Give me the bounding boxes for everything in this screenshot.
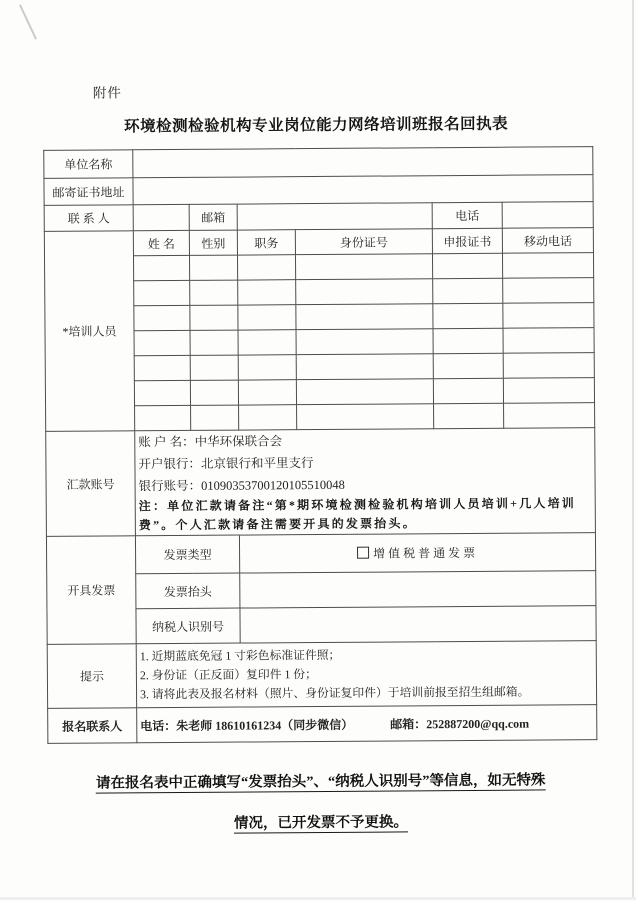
footer-notice-line1: 请在报名表中正确填写“发票抬头”、“纳税人识别号”等信息，如无特殊 [95,772,546,792]
trainee-col-certificate: 申报证书 [432,228,502,253]
trainee-col-name: 姓 名 [133,230,189,255]
trainee-col-gender: 性别 [189,230,237,255]
registration-contact-phone: 电话：朱老师 18610161234（同步微信） [140,717,354,733]
trainee-col-id-number: 身份证号 [295,229,432,255]
invoice-type-option: 增值税普通发票 [373,545,479,561]
attachment-label: 附件 [92,85,122,101]
trainees-label: *培训人员 [44,231,134,432]
registration-form-table [43,146,597,744]
remittance-row [46,428,596,537]
invoice-tax-id-value-cell [240,606,596,643]
registration-contact-email: 邮箱：252887200@qq.com [390,716,530,732]
tips-content-cell [136,641,596,708]
invoice-label: 开具发票 [46,536,136,645]
invoice-tax-id-label: 纳税人识别号 [136,608,240,644]
tip-item-3: 3. 请将此表及报名材料（照片、身份证复印件）于培训前报至招生组邮箱。 [140,684,530,702]
page-title: 环境检测检验机构专业岗位能力网络培训班报名回执表 [124,115,509,136]
registration-contact-row [48,705,597,744]
contact-row [44,202,593,232]
mailing-address-value-cell [133,175,593,205]
remittance-note: 注：单位汇款请备注“第*期环境检测检验机构培训人员培训+几人培训费”。个人汇款请备注需要开具的发票抬头。 [138,496,577,533]
remittance-bank: 开户银行：北京银行和平里支行 [138,456,314,472]
footer-notice-line2: 情况，已开发票不予更换。 [233,814,409,832]
tips-row [47,641,596,709]
remittance-details-cell [135,428,596,536]
checkbox-unchecked-icon [357,547,369,559]
trainee-col-mobile: 移动电话 [502,228,593,254]
tip-item-2: 2. 身份证（正反面）复印件 1 份； [139,667,317,683]
remittance-label: 汇款账号 [46,431,136,537]
tip-item-1: 1. 近期蓝底免冠 1 寸彩色标准证件照； [139,647,341,664]
remittance-account-name: 账 户 名：中华环保联合会 [138,434,283,450]
tips-label: 提示 [47,644,136,709]
contact-phone-cell [502,202,593,229]
contact-label: 联 系 人 [44,205,133,232]
mailing-address-label: 邮寄证书地址 [44,178,133,206]
invoice-type-label: 发票类型 [135,535,239,574]
trainee-col-position: 职务 [237,230,295,255]
trainee-header-row [44,228,593,257]
invoice-title-label: 发票抬头 [136,573,240,609]
invoice-type-value-cell [239,533,595,573]
contact-phone-label: 电话 [432,202,502,228]
remittance-account-number: 银行账号：01090353700120105510048 [138,477,345,494]
unit-name-label: 单位名称 [44,150,133,179]
contact-email-label: 邮箱 [189,204,237,230]
registration-contact-cell [137,705,597,743]
unit-name-row [44,147,593,179]
mailing-address-row [44,175,593,206]
invoice-title-value-cell [240,571,596,608]
invoice-type-row [46,533,595,575]
unit-name-value-cell [133,147,593,178]
footer-notice [3,760,636,846]
registration-contact-label: 报名联系人 [48,708,137,744]
contact-email-cell [237,203,432,230]
contact-name-cell [133,204,189,230]
